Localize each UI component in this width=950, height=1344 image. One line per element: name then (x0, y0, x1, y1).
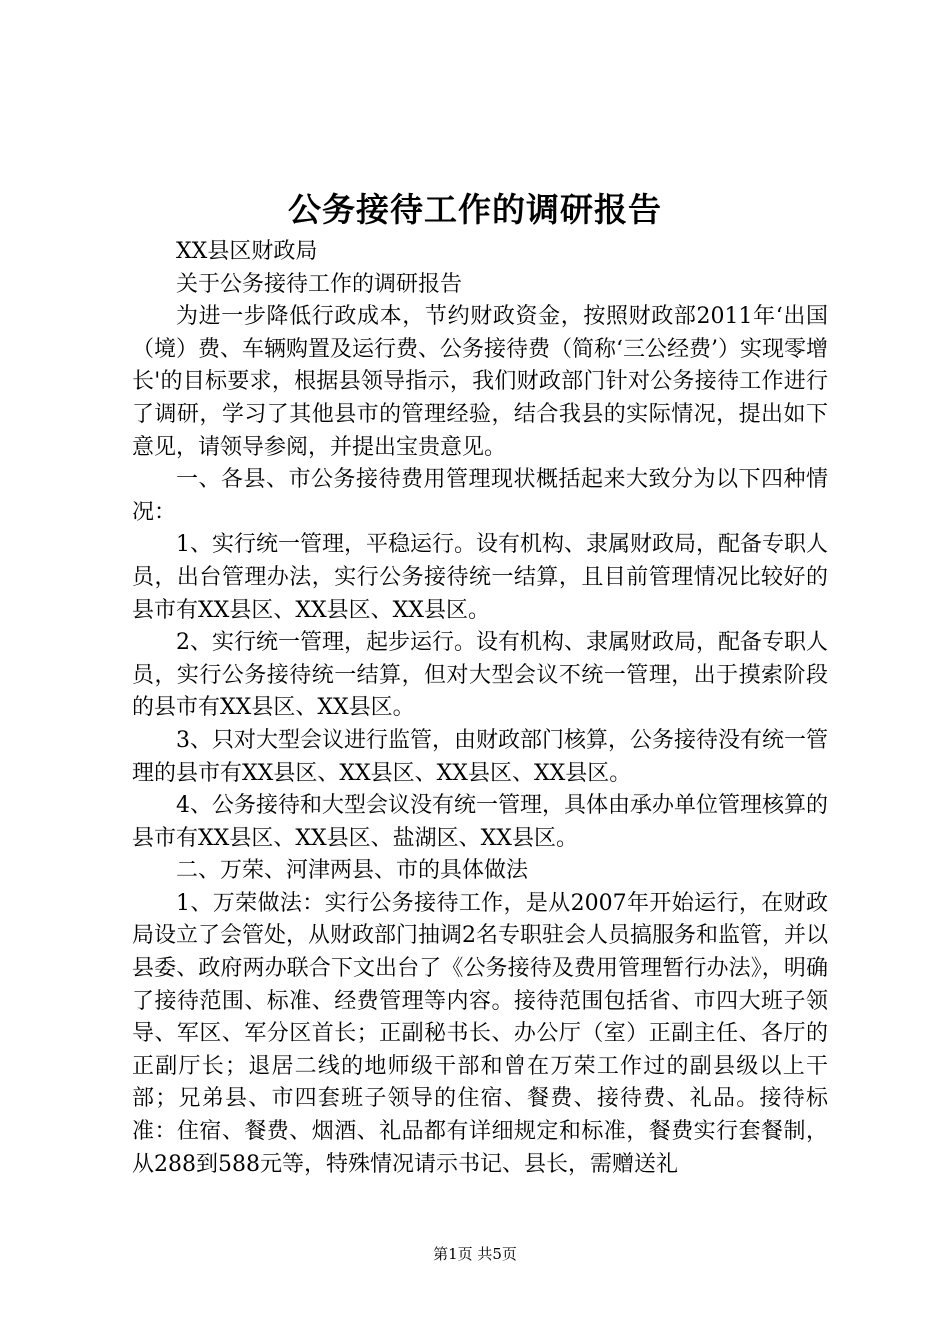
paragraph-section-2-heading: 二、万荣、河津两县、市的具体做法 (176, 858, 529, 884)
paragraph-item-2: 2、实行统一管理，起步运行。设有机构、隶属财政局，配备专职人员，实行公务接待统一结算，但对大型会议不统一管理，出于摸索阶段的县市有XX县区、XX县区。 (132, 630, 828, 721)
paragraph-department: XX县区财政局 (176, 239, 318, 264)
paragraph-report-name: 关于公务接待工作的调研报告 (176, 271, 463, 297)
page-number-footer: 第1页 共5页 (433, 1245, 517, 1263)
document-body (132, 236, 828, 1181)
paragraph-section-1-heading: 一、各县、市公务接待费用管理现状概括起来大致分为以下四种情况： (132, 467, 828, 525)
paragraph-item-3: 3、只对大型会议进行监管，由财政部门核算，公务接待没有统一管理的县市有XX县区、XX县区、XX县区、XX县区。 (132, 727, 828, 786)
paragraph-item-4: 4、公务接待和大型会议没有统一管理，具体由承办单位管理核算的县市有XX县区、XX县区、盐湖区、XX县区。 (132, 793, 828, 851)
paragraph-wanrong: 1、万荣做法：实行公务接待工作，是从2007年开始运行，在财政局设立了会管处，从财政部门抽调2名专职驻会人员搞服务和监管，并以县委、政府两办联合下文出台了《公务接待及费用管理暂行办法》，明确了接待范围、标准、经费管理等内容。接待范围包括省、市四大班子领导、军区、军分区首长；正副秘书长、办公厅（室）正副主任、各厅的正副厅长；退居二线的地师级干部和曾在万荣工作过的副县级以上干部；兄弟县、市四套班子领导的住宿、餐费、接待费、礼品。接待标准：住宿、餐费、烟酒、礼品都有详细规定和标准，餐费实行套餐制，从288到588元等，特殊情况请示书记、县长，需赠送礼 (132, 890, 828, 1177)
paragraph-item-1: 1、实行统一管理，平稳运行。设有机构、隶属财政局，配备专职人员，出台管理办法，实行公务接待统一结算，且目前管理情况比较好的县市有XX县区、XX县区、XX县区。 (132, 532, 828, 623)
paragraph-intro: 为进一步降低行政成本，节约财政资金，按照财政部2011年‘出国（境）费、车辆购置及运行费、公务接待费（简称‘三公经费’）实现零增长'的目标要求，根据县领导指示，我们财政部门针对公务接待工作进行了调研，学习了其他县市的管理经验，结合我县的实际情况，提出如下意见，请领导参阅，并提出宝贵意见。 (132, 304, 828, 460)
document-title: 公务接待工作的调研报告 (288, 190, 662, 229)
